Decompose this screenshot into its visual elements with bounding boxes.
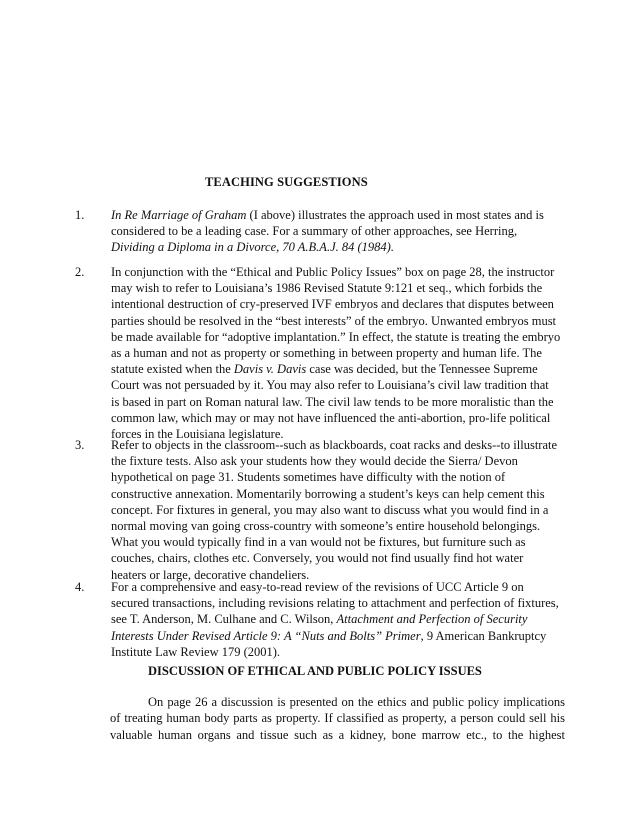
text-segment: , 9 American Bankruptcy <box>420 628 547 643</box>
list-item-number: 1. <box>75 208 85 222</box>
text-segment: In conjunction with the “Ethical and Public Policy Issues” box on page 28, the instructor <box>111 265 555 279</box>
text-line <box>111 611 561 627</box>
text-segment: the fixture tests. Also ask your students how they would decide the Sierra/ Devon <box>111 454 518 469</box>
list-item-text <box>111 437 561 583</box>
text-segment: common law, which may or may not have influenced the anti-abortion, pro-life political <box>111 410 551 425</box>
text-segment: concept. For fixtures in general, you may also want to discuss what you would find in a <box>111 502 549 517</box>
italic-text: Davis v. Davis <box>233 362 307 377</box>
text-line <box>111 394 561 410</box>
text-line <box>111 377 561 393</box>
text-segment: is based in part on Roman natural law. The civil law tends to be more moralistic than the <box>111 394 554 409</box>
paragraph-line: valuable human organs and tissue such as a kidney, bone marrow etc., to the highest <box>110 727 565 742</box>
text-segment: couches, chairs, clothes etc. Conversely, you would not find usually find hot water <box>111 551 524 566</box>
text-segment: statute existed when the <box>111 362 234 377</box>
text-line <box>111 329 561 345</box>
paragraph-line: On page 26 a discussion is presented on the ethics and public policy implications <box>148 695 565 709</box>
section-heading: DISCUSSION OF ETHICAL AND PUBLIC POLICY ISSUES <box>148 664 482 678</box>
text-line <box>111 644 561 660</box>
text-line <box>111 223 561 239</box>
paragraph-line: of treating human body parts as property. If classified as property, a person could sell his <box>110 711 565 726</box>
text-line <box>111 207 561 223</box>
text-line <box>111 595 561 611</box>
text-line <box>111 579 561 595</box>
italic-text: Attachment and Perfection of Security <box>336 612 528 627</box>
text-line <box>111 628 561 644</box>
list-item-text <box>111 207 561 256</box>
text-line <box>111 534 561 550</box>
text-line <box>111 453 561 469</box>
text-segment: case was decided, but the Tennessee Supreme <box>306 362 538 377</box>
text-segment: heaters or large, decorative chandeliers. <box>111 567 310 582</box>
text-line <box>111 264 561 280</box>
text-line <box>111 296 561 312</box>
text-line <box>111 437 561 453</box>
list-item-number: 3. <box>75 438 85 452</box>
text-line <box>111 313 561 329</box>
italic-text: In Re Marriage of Graham <box>111 208 247 222</box>
discussion-paragraph <box>110 694 565 743</box>
text-line <box>111 361 561 377</box>
text-segment: intentional destruction of cry-preserved IVF embryos and declares that disputes between <box>111 297 554 312</box>
italic-text: Dividing a Diploma in a Divorce, 70 A.B.A.J. 84 (1984). <box>111 240 394 255</box>
text-line <box>111 280 561 296</box>
text-segment: parties should be resolved in the “best interests” of the embryo. Unwanted embryos must <box>111 313 557 328</box>
text-line <box>111 550 561 566</box>
text-segment: constructive annexation. Momentarily borrowing a student’s keys can help cement this <box>111 486 545 501</box>
text-segment: forces in the Louisiana legislature. <box>111 427 284 442</box>
text-segment: be made available for “adoptive implantation.” In effect, the statute is treating the embryo <box>111 329 561 344</box>
text-segment: hypothetical on page 31. Students sometimes have difficulty with the notion of <box>111 470 506 485</box>
text-line <box>111 518 561 534</box>
text-segment: (I above) illustrates the approach used in most states and is <box>246 208 544 222</box>
text-segment: Refer to objects in the classroom--such as blackboards, coat racks and desks--to illustrate <box>111 438 558 452</box>
text-segment: Court was not persuaded by it. You may also refer to Louisiana’s civil law tradition that <box>111 378 549 393</box>
text-segment: secured transactions, including revisions relating to attachment and perfection of fixtures, <box>111 596 559 611</box>
list-item-number: 2. <box>75 265 85 279</box>
list-item-text <box>111 579 561 660</box>
list-item-text <box>111 264 561 442</box>
text-line <box>111 345 561 361</box>
text-line <box>111 239 561 255</box>
list-item-number: 4. <box>75 580 85 594</box>
text-line <box>111 469 561 485</box>
text-line <box>111 410 561 426</box>
text-segment: normal moving van going cross-country with someone’s entire household belongings. <box>111 519 541 534</box>
text-segment: as a human and not as property or something in between property and human life. The <box>111 346 542 361</box>
text-segment: What you would typically find in a van would not be fixtures, but furniture such as <box>111 535 526 550</box>
text-line <box>111 486 561 502</box>
text-segment: considered to be a leading case. For a summary of other approaches, see Herring, <box>111 224 518 239</box>
text-segment: may wish to refer to Louisiana’s 1986 Revised Statute 9:121 et seq., which forbids the <box>111 281 543 296</box>
text-segment: see T. Anderson, M. Culhane and C. Wilson, <box>111 612 337 627</box>
text-segment: For a comprehensive and easy-to-read review of the revisions of UCC Article 9 on <box>111 580 524 594</box>
text-segment: Institute Law Review 179 (2001). <box>111 644 281 659</box>
italic-text: Interests Under Revised Article 9: A “Nuts and Bolts” Primer <box>111 628 421 643</box>
text-line <box>111 502 561 518</box>
page-title: TEACHING SUGGESTIONS <box>205 175 368 189</box>
